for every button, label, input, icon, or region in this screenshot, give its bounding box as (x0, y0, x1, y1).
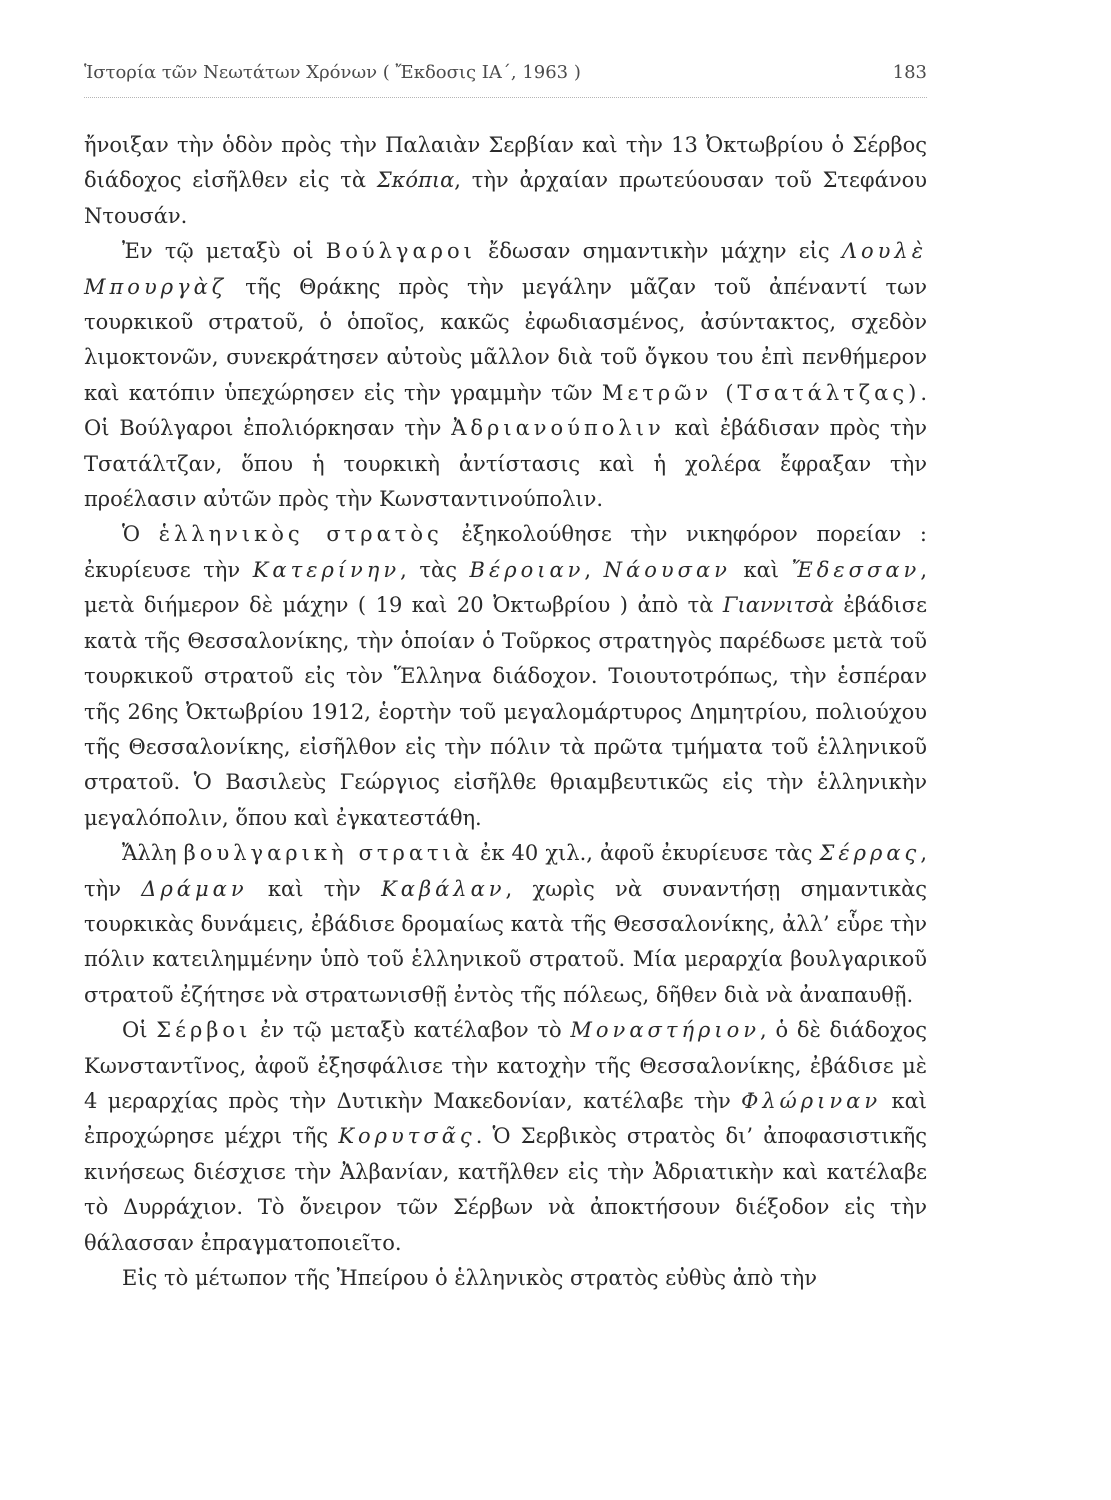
text-run: ἔδωσαν σημαντικὴν μάχην εἰς (475, 239, 842, 264)
text-run: ἐκ 40 χιλ., ἀφοῦ ἐκυρίευσε τὰς (473, 841, 820, 866)
spaced-term: Ἀδριανούπολιν (451, 416, 665, 441)
body-text (84, 128, 927, 1296)
place-name: Γιαννιτσὰ (722, 593, 834, 618)
place-name: Κορυτσᾶς (338, 1124, 476, 1149)
place-name: Φλώριναν (741, 1088, 882, 1113)
place-name: Λουλὲ Μπουργὰζ (84, 239, 927, 299)
text-run: , (584, 557, 604, 582)
place-name: Σκόπια (376, 168, 455, 193)
text-run: τῆς Θράκης πρὸς τὴν μεγάλην μᾶζαν τοῦ ἀπέναντί των τουρκικοῦ στρατοῦ, ὁ ὁποῖος, κακῶς ἐφωδιασμένος, ἀσύντακτος, σχεδὸν λιμοκτονῶν, συνεκράτησεν αὐτοὺς μᾶλλον διὰ τοῦ ὄγκου του ἐπὶ πενθήμερον καὶ κατόπιν ὑπεχώρησεν εἰς τὴν γραμμὴν τῶν (84, 274, 927, 405)
spaced-term: Μετρῶν (Τσατάλτζας) (601, 380, 921, 405)
paragraph-6 (84, 1261, 927, 1296)
running-title: Ἱστορία τῶν Νεωτάτων Χρόνων ( Ἔκδοσις ΙΑ΄, 1963 ) (84, 62, 581, 83)
place-name: Δράμαν (141, 876, 248, 901)
place-name: Καβάλαν (381, 876, 506, 901)
text-run: καὶ τὴν (247, 876, 382, 901)
text-run: καὶ ἐβάδισαν πρὸς τὴν Τσατάλτζαν, ὅπου ἡ τουρκικὴ ἀντίστασις καὶ ἡ χολέρα ἔφραξαν τὴν προέλασιν αὐτῶν πρὸς τὴν Κωνσταντινούπολιν. (84, 416, 927, 512)
text-run: , τὴν (84, 841, 927, 901)
paragraph-2 (84, 234, 927, 517)
place-name: Βέροιαν (469, 557, 585, 582)
text-run: Ἐν τῷ μεταξὺ οἱ (122, 239, 326, 264)
text-run: ἐβάδισε κατὰ τῆς Θεσσαλονίκης, τὴν ὁποίαν ὁ Τοῦρκος στρατηγὸς παρέδωσε μετὰ τοῦ τουρκικοῦ στρατοῦ εἰς τὸν Ἕλληνα διάδοχον. Τοιουτοτρόπως, τὴν ἑσπέραν τῆς 26ης Ὀκτωβρίου 1912, ἑορτὴν τοῦ μεγαλομάρτυρος Δημητρίου, πολιούχου τῆς Θεσσαλονίκης, εἰσῆλθον εἰς τὴν πόλιν τὰ πρῶτα τμήματα τοῦ ἑλληνικοῦ στρατοῦ. Ὁ Βασιλεὺς Γεώργιος εἰσῆλθε θριαμβευτικῶς εἰς τὴν ἑλληνικὴν μεγαλόπολιν, ὅπου καὶ ἐγκατεστάθη. (84, 593, 927, 830)
text-run: . Ὁ Σερβικὸς στρατὸς δι’ ἀποφασιστικῆς κινήσεως διέσχισε τὴν Ἀλβανίαν, κατῆλθεν εἰς τὴν Ἀδριατικὴν καὶ κατέλαβε τὸ Δυρράχιον. Τὸ ὄνειρον τῶν Σέρβων νὰ ἀποκτήσουν διέξοδον εἰς τὴν θάλασσαν ἐπραγματοποιεῖτο. (84, 1124, 927, 1255)
text-run: . Οἱ Βούλγαροι ἐπολιόρκησαν τὴν (84, 380, 927, 441)
paragraph-3 (84, 517, 927, 836)
text-run: Οἱ (122, 1018, 157, 1043)
text-run: Ὁ (122, 522, 159, 547)
place-name: Κατερίνην (252, 557, 401, 582)
text-run: , μετὰ διήμερον δὲ μάχην ( 19 καὶ 20 Ὀκτωβρίου ) ἀπὸ τὰ (84, 557, 927, 618)
text-run: Ἄλλη (122, 841, 184, 866)
paragraph-4 (84, 836, 927, 1013)
paragraph-5 (84, 1013, 927, 1261)
text-run: ἐξηκολούθησε τὴν νικηφόρον πορείαν : ἐκυρίευσε τὴν (84, 522, 928, 582)
text-run: καὶ ἐπροχώρησε μέχρι τῆς (84, 1088, 928, 1149)
text-run: , ὁ δὲ διάδοχος Κωνσταντῖνος, ἀφοῦ ἐξησφάλισε τὴν κατοχὴν τῆς Θεσσαλονίκης, ἐβάδισε μὲ 4 μεραρχίας πρὸς τὴν Δυτικὴν Μακεδονίαν, κατέλαβε τὴν (84, 1018, 928, 1113)
spaced-term: βουλγαρικὴ στρατιὰ (183, 841, 474, 866)
page-header (84, 62, 927, 83)
text-run: ἤνοιξαν τὴν ὁδὸν πρὸς τὴν Παλαιὰν Σερβίαν καὶ τὴν 13 Ὀκτωβρίου ὁ Σέρβος διάδοχος εἰσῆλθεν εἰς τὰ (84, 133, 927, 193)
page-number: 183 (892, 62, 927, 83)
paragraph-1 (84, 128, 927, 234)
text-run: ἐν τῷ μεταξὺ κατέλαβον τὸ (251, 1018, 571, 1043)
header-rule (84, 97, 927, 98)
text-run: Εἰς τὸ μέτωπον τῆς Ἠπείρου ὁ ἑλληνικὸς στρατὸς εὐθὺς ἀπὸ τὴν (122, 1266, 817, 1290)
place-name: Νάουσαν (603, 557, 731, 582)
place-name: Μοναστήριον (570, 1018, 761, 1043)
text-run: καὶ (730, 557, 792, 582)
spaced-term: Σέρβοι (156, 1018, 252, 1043)
text-run: , τὰς (400, 557, 470, 582)
place-name: Σέρρας (819, 841, 921, 866)
spaced-term: Βούλγαροι (325, 239, 476, 264)
place-name: Ἔδεσσαν (791, 557, 921, 582)
text-run: , τὴν ἀρχαίαν πρωτεύουσαν τοῦ Στεφάνου Ντουσάν. (84, 168, 927, 228)
text-run: , χωρὶς νὰ συναντήσῃ σημαντικὰς τουρκικὰς δυνάμεις, ἐβάδισε δρομαίως κατὰ τῆς Θεσσαλονίκης, ἀλλ’ εὗρε τὴν πόλιν κατειλημμένην ὑπὸ τοῦ ἑλληνικοῦ στρατοῦ. Μία μεραρχία βουλγαρικοῦ στρατοῦ ἐζήτησε νὰ στρατωνισθῇ ἐντὸς τῆς πόλεως, δῆθεν διὰ νὰ ἀναπαυθῇ. (84, 876, 928, 1007)
spaced-term: ἑλληνικὸς στρατὸς (158, 522, 443, 547)
